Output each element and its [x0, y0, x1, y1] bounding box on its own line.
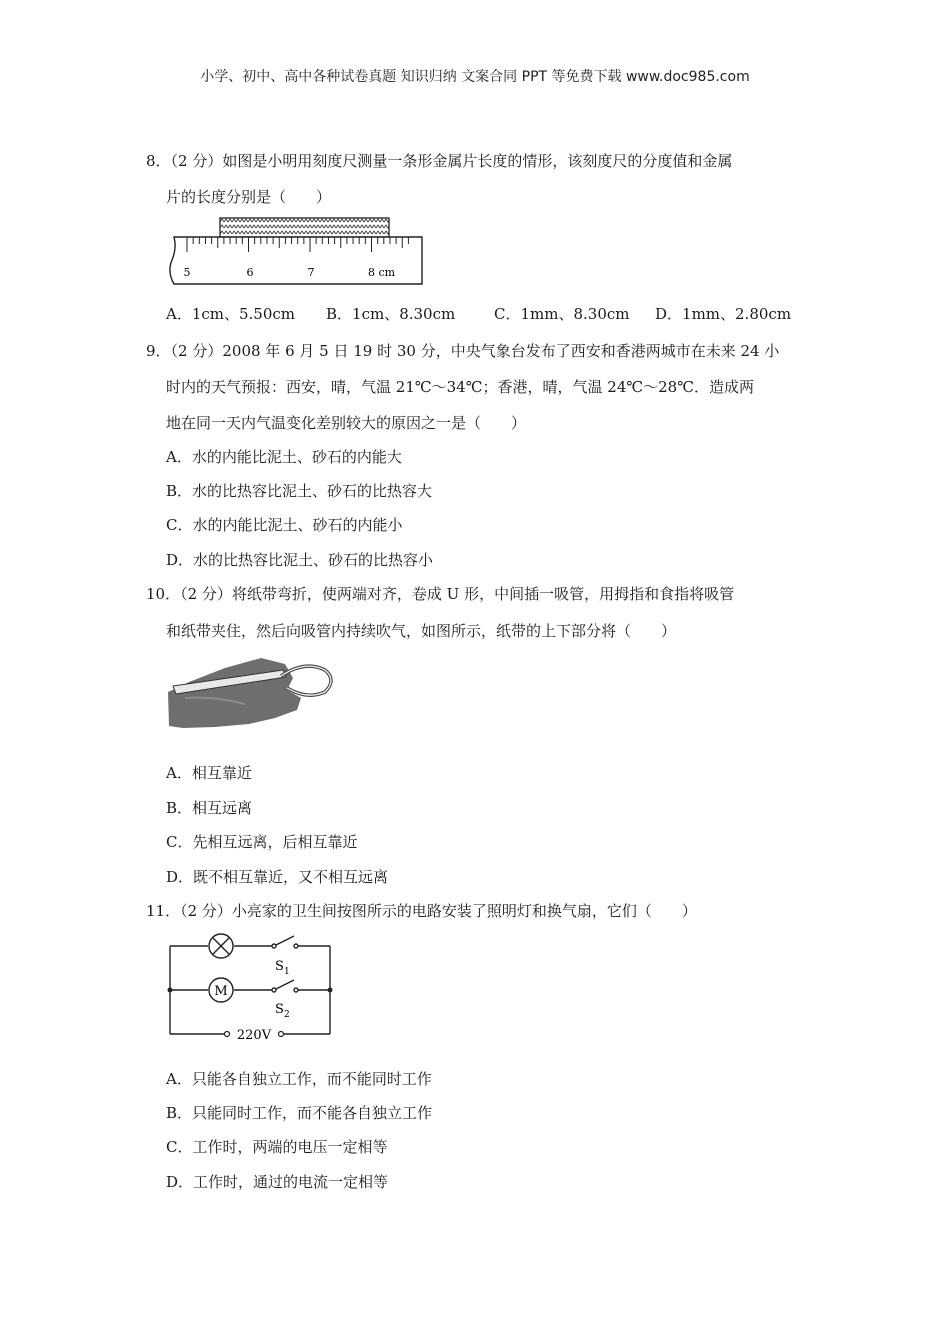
q11-option-c: C．工作时，两端的电压一定相等 — [166, 1138, 388, 1156]
terminal-left — [225, 1032, 230, 1037]
voltage-label: 220V — [236, 1028, 272, 1043]
q8-option-c: C．1mm、8.30cm — [494, 305, 630, 323]
junction-left — [168, 988, 173, 993]
q10-stem-line2: 和纸带夹住，然后向吸管内持续吹气，如图所示，纸带的上下部分将（ ） — [166, 622, 677, 640]
q9-option-d: D．水的比热容比泥土、砂石的比热容小 — [166, 551, 434, 569]
motor-symbol — [209, 978, 233, 1002]
hand-straw-figure — [165, 648, 340, 730]
q9-stem-line2: 时内的天气预报：西安，晴，气温 21℃～34℃；香港，晴，气温 24℃～28℃．造成两 — [166, 378, 755, 396]
q11-option-b: B．只能同时工作，而不能各自独立工作 — [166, 1104, 433, 1122]
switch-s1-subscript: 1 — [284, 967, 290, 977]
lamp-symbol — [209, 934, 233, 958]
site-banner: 小学、初中、高中各种试卷真题 知识归纳 文案合同 PPT 等免费下载 www.doc985.com — [200, 69, 750, 85]
q10-option-a: A．相互靠近 — [166, 764, 252, 782]
q9-stem-line1: 9．（2 分）2008 年 6 月 5 日 19 时 30 分，中央气象台发布了西安和香港两城市在未来 24 小 — [146, 342, 780, 360]
q10-option-d: D．既不相互靠近，又不相互远离 — [166, 868, 389, 886]
switch-s1-label: S — [275, 959, 284, 974]
circuit-diagram — [160, 928, 340, 1050]
switch-s2-label: S — [275, 1002, 284, 1017]
switch-s1 — [272, 936, 298, 948]
q10-option-b: B．相互远离 — [166, 799, 253, 817]
q8-option-a: A．1cm、5.50cm — [166, 305, 296, 323]
q11-stem-line1: 11．（2 分）小亮家的卫生间按图所示的电路安装了照明灯和换气扇，它们（ ） — [146, 902, 697, 920]
q8-option-b: B．1cm、8.30cm — [326, 305, 456, 323]
switch-s2-subscript: 2 — [284, 1010, 290, 1020]
ruler-label-7: 7 — [307, 266, 315, 279]
q10-option-c: C．先相互远离，后相互靠近 — [166, 833, 358, 851]
q9-option-a: A．水的内能比泥土、砂石的内能大 — [166, 448, 402, 466]
q10-stem-line1: 10．（2 分）将纸带弯折，使两端对齐，卷成 U 形，中间插一吸管，用拇指和食指将吸管 — [146, 585, 735, 603]
ruler-label-6: 6 — [246, 266, 254, 279]
ruler-label-5: 5 — [183, 266, 191, 279]
q9-option-c: C．水的内能比泥土、砂石的内能小 — [166, 516, 403, 534]
q9-option-b: B．水的比热容比泥土、砂石的比热容大 — [166, 482, 433, 500]
terminal-right — [279, 1032, 284, 1037]
ruler-figure — [160, 212, 426, 288]
junction-right — [328, 988, 333, 993]
motor-label: M — [214, 984, 228, 999]
q11-option-d: D．工作时，通过的电流一定相等 — [166, 1173, 389, 1191]
hand-shape — [168, 658, 301, 728]
switch-s2 — [272, 980, 298, 992]
q11-option-a: A．只能各自独立工作，而不能同时工作 — [166, 1070, 432, 1088]
q8-stem-line1: 8．（2 分）如图是小明用刻度尺测量一条形金属片长度的情形，该刻度尺的分度值和金属 — [146, 152, 733, 170]
q8-stem-line2: 片的长度分别是（ ） — [166, 188, 332, 206]
ruler-label-8cm: 8 cm — [368, 266, 396, 279]
q9-stem-line3: 地在同一天内气温变化差别较大的原因之一是（ ） — [166, 414, 527, 432]
q8-option-d: D．1mm、2.80cm — [655, 305, 792, 323]
metal-strip — [220, 218, 389, 237]
